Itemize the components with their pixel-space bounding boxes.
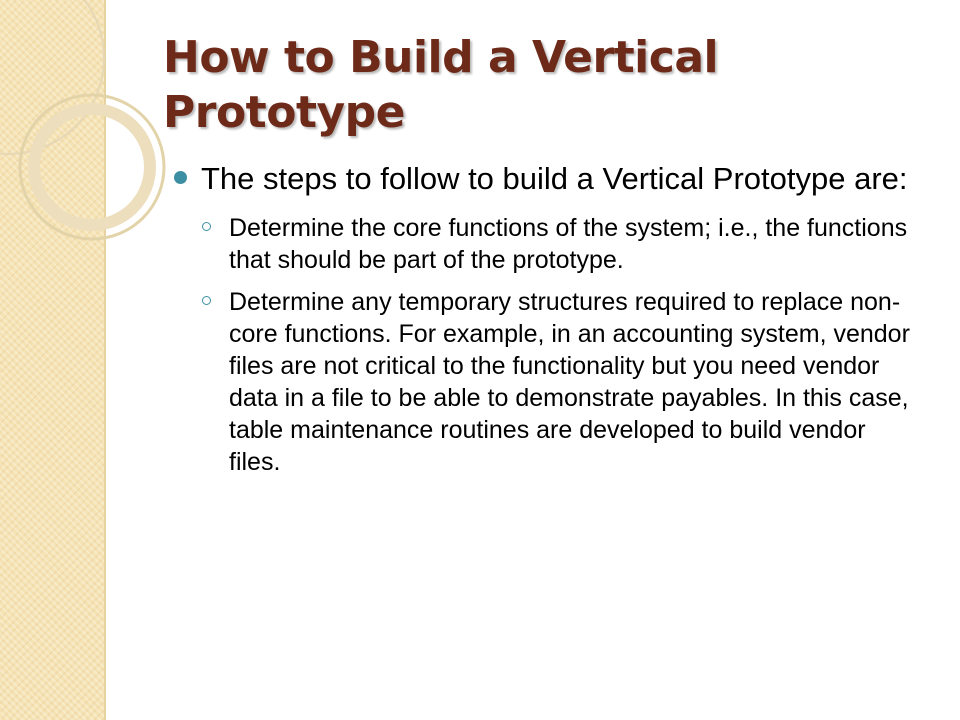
sub-bullet-text: Determine any temporary structures required to replace non-core functions. For example, in an accounting system, vendor files are not critical to the functionality but you need vendor data in a file to be able to demonstrate payables. In this case, table maintenance routines are developed to build vendor files.	[229, 288, 910, 476]
bullet-list	[172, 160, 912, 488]
bullet-dot-icon	[174, 171, 187, 184]
sub-bullet-ring-icon	[202, 296, 211, 305]
bullet-item	[172, 160, 912, 478]
slide-title: How to Build a Vertical Prototype	[163, 32, 719, 138]
sub-bullet-ring-icon	[202, 222, 211, 231]
decorative-circles	[0, 0, 180, 260]
bullet-text: The steps to follow to build a Vertical Prototype are:	[201, 161, 908, 196]
sub-bullet-item	[201, 286, 912, 478]
sub-bullet-item	[201, 212, 912, 276]
sub-bullet-text: Determine the core functions of the system; i.e., the functions that should be part of the prototype.	[229, 214, 908, 274]
sub-bullet-list	[201, 212, 912, 478]
